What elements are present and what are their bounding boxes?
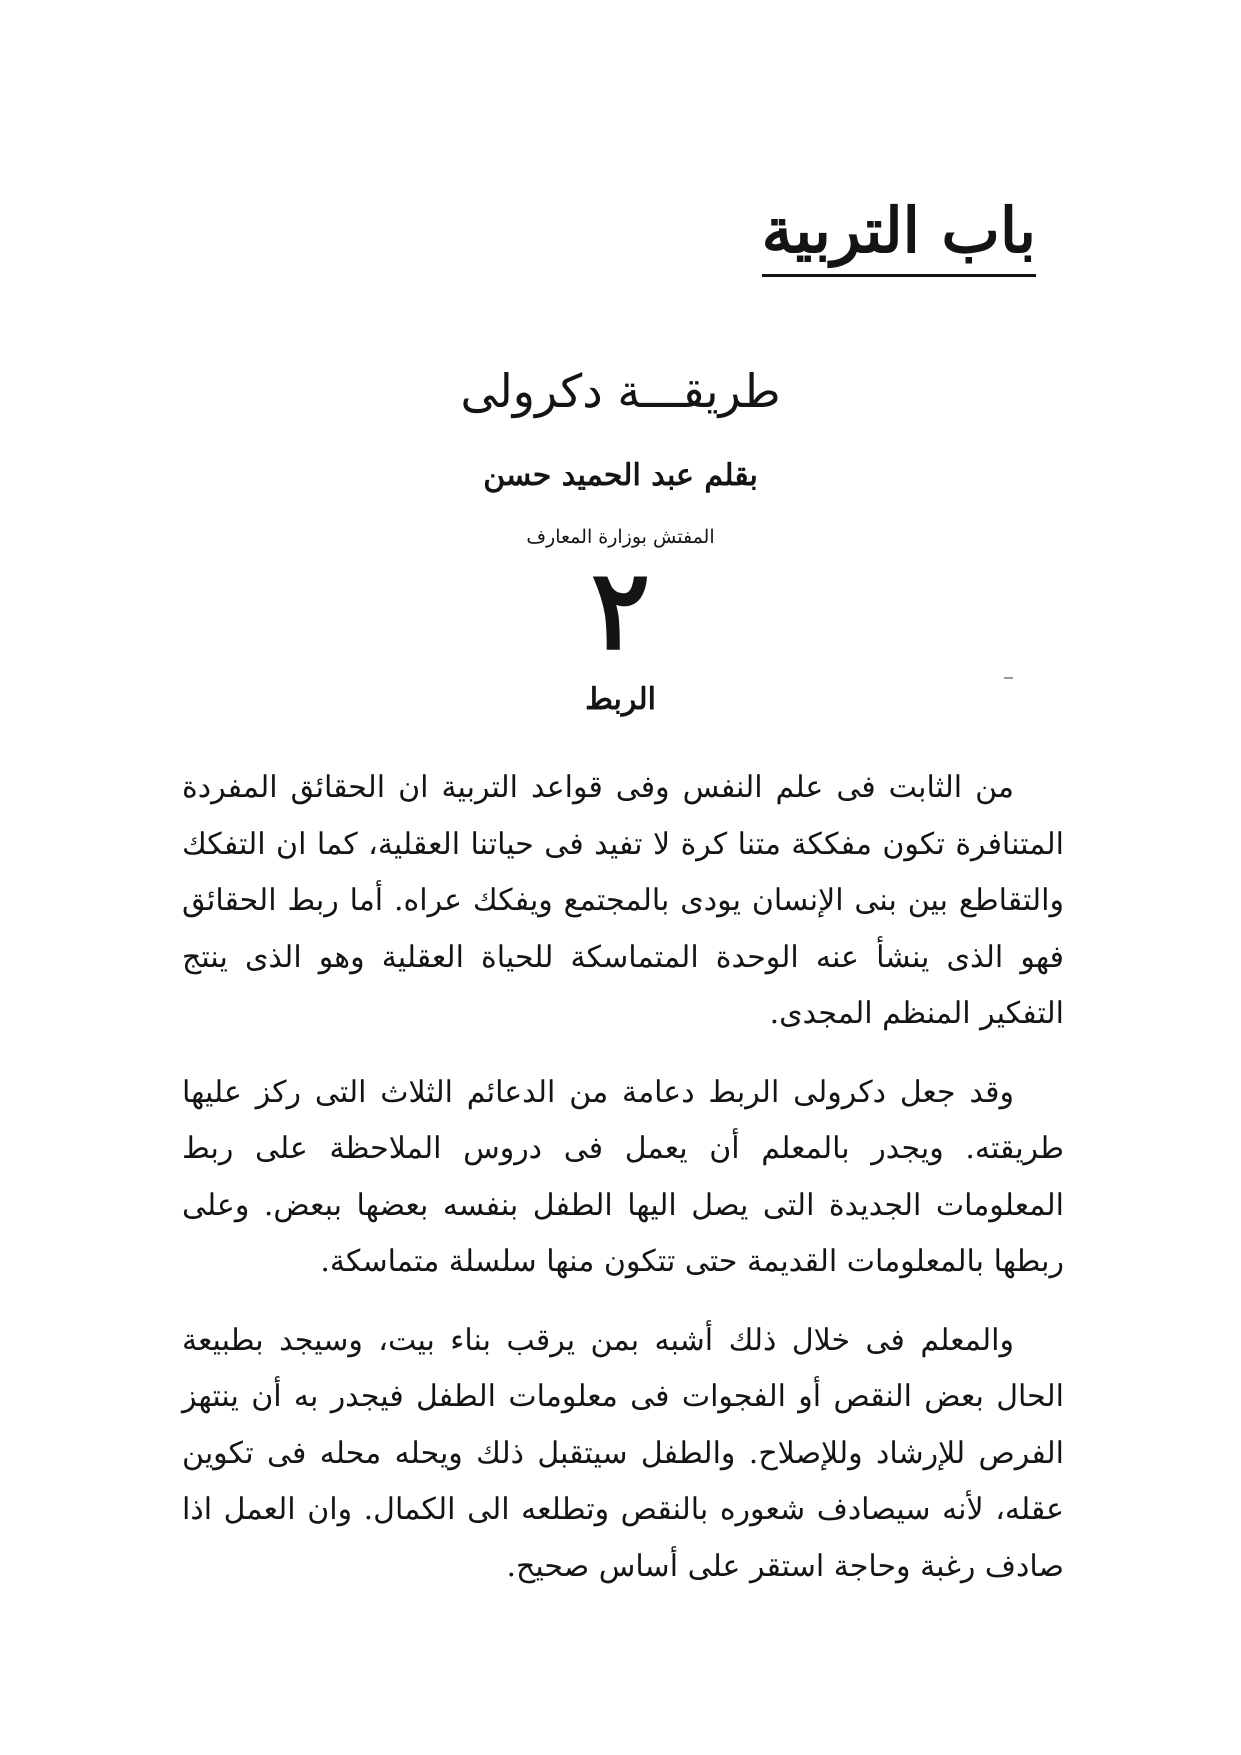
paragraph: وقد جعل دكرولى الربط دعامة من الدعائم الثلاث التى ركز عليها طريقته. ويجدر بالمعلم أن يعمل فى دروس الملاحظة على ربط المعلومات الجديدة التى يصل اليها الطفل بنفسه بعضها ببعض. وعلى ربطها بالمعلومات القديمة حتى تتكون منها سلسلة متماسكة. — [182, 1074, 1064, 1279]
author-role: المفتش بوزارة المعارف — [526, 526, 715, 548]
subsection-title: الربط — [585, 682, 656, 717]
paragraph: من الثابت فى علم النفس وفى قواعد التربية ان الحقائق المفردة المتنافرة تكون مفككة متنا كرة لا تفيد فى حياتنا العقلية، كما ان التفكك والتقاطع بين بنى الإنسان يودى بالمجتمع ويفكك عراه. أما ربط الحقائق فهو الذى ينشأ عنه الوحدة المتماسكة للحياة العقلية وهو الذى ينتج التفكير المنظم المجدى. — [182, 770, 1065, 1031]
article-title: طريقـــة دكرولى — [460, 364, 781, 418]
paragraph: والمعلم فى خلال ذلك أشبه بمن يرقب بناء بيت، وسيجد بطبيعة الحال بعض النقص أو الفجوات فى معلومات الطفل فيجدر به أن ينتهز الفرص للإرشاد وللإصلاح. والطفل سيتقبل ذلك ويحله محله فى تكوين عقله، لأنه سيصادف شعوره بالنقص وتطلعه الى الكمال. وان العمل اذا صادف رغبة وحاجة استقر على أساس صحيح. — [182, 1322, 1064, 1584]
article-author: بقلم عبد الحميد حسن — [483, 458, 758, 493]
section-header — [761, 194, 1036, 277]
stray-mark — [1004, 677, 1013, 679]
part-number: ٢ — [590, 545, 651, 674]
body-text — [182, 760, 1064, 1617]
section-title: باب التربية — [762, 200, 1036, 277]
